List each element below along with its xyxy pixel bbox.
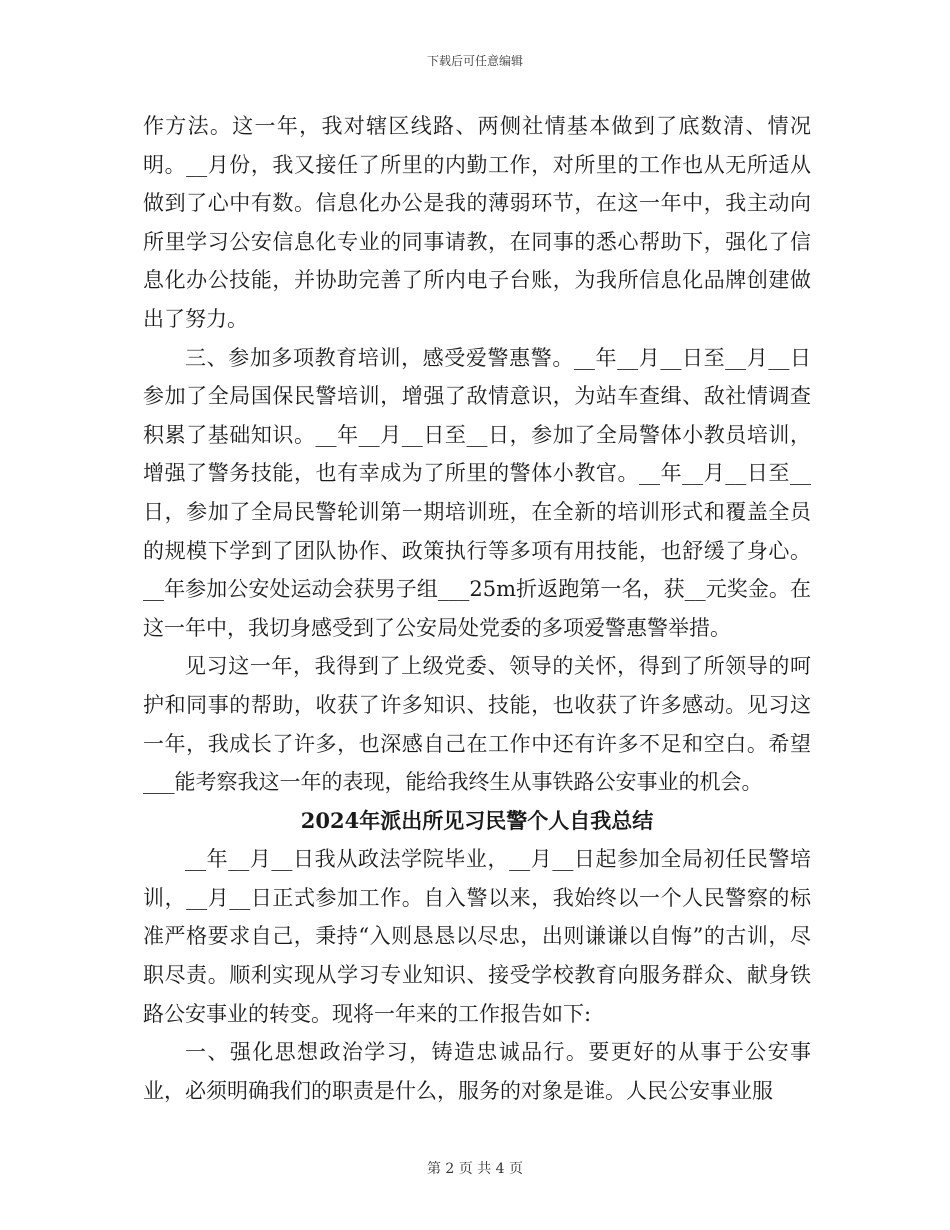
paragraph-training: 三、参加多项教育培训，感受爱警惠警。__年__月__日至__月__日参加了全局国保民警培训，增强了敌情意识，为站车查缉、敌社情调查积累了基础知识。__年__月__日至__日，参加了全局警体小教员培训，增强了警务技能，也有幸成为了所里的警体小教官。__年__月__日至__日，参加了全局民警轮训第一期培训班，在全新的培训形式和覆盖全员的规模下学到了团队协作、政策执行等多项有用技能，也舒缓了身心。__年参加公安处运动会获男子组___25m折返跑第一名，获__元奖金。在这一年中，我切身感受到了公安局处党委的多项爱警惠警举措。 [143,345,811,640]
paragraph-conclusion: 见习这一年，我得到了上级党委、领导的关怀，得到了所领导的呵护和同事的帮助，收获了许多知识、技能，也收获了许多感动。见习这一年，我成长了许多，也深感自己在工作中还有许多不足和空白。希望___能考察我这一年的表现，能给我终生从事铁路公安事业的机会。 [143,654,811,795]
paragraph-continued: 作方法。这一年，我对辖区线路、两侧社情基本做到了底数清、情况明。__月份，我又接任了所里的内勤工作，对所里的工作也从无所适从做到了心中有数。信息化办公是我的薄弱环节，在这一年中，我主动向所里学习公安信息化专业的同事请教，在同事的悉心帮助下，强化了信息化办公技能，并协助完善了所内电子台账，为我所信息化品牌创建做出了努力。 [143,114,811,331]
paragraph-intro: __年__月__日我从政法学院毕业，__月__日起参加全局初任民警培训，__月__日正式参加工作。自入警以来，我始终以一个人民警察的标准严格要求自己，秉持“入则恳恳以尽忠，出则谦谦以自悔”的古训，尽职尽责。顺利实现从学习专业知识、接受学校教育向服务群众、献身铁路公安事业的转变。现将一年来的工作报告如下: [143,847,811,1026]
page-footer: 第 2 页 共 4 页 [426,1161,524,1177]
page-header: 下载后可任意编辑 [426,54,523,68]
document-body [143,107,811,1110]
paragraph-political-study: 一、强化思想政治学习，铸造忠诚品行。要更好的从事于公安事业，必须明确我们的职责是什么，服务的对象是谁。人民公安事业服 [143,1040,811,1103]
section-title: 2024年派出所见习民警个人自我总结 [300,807,654,833]
